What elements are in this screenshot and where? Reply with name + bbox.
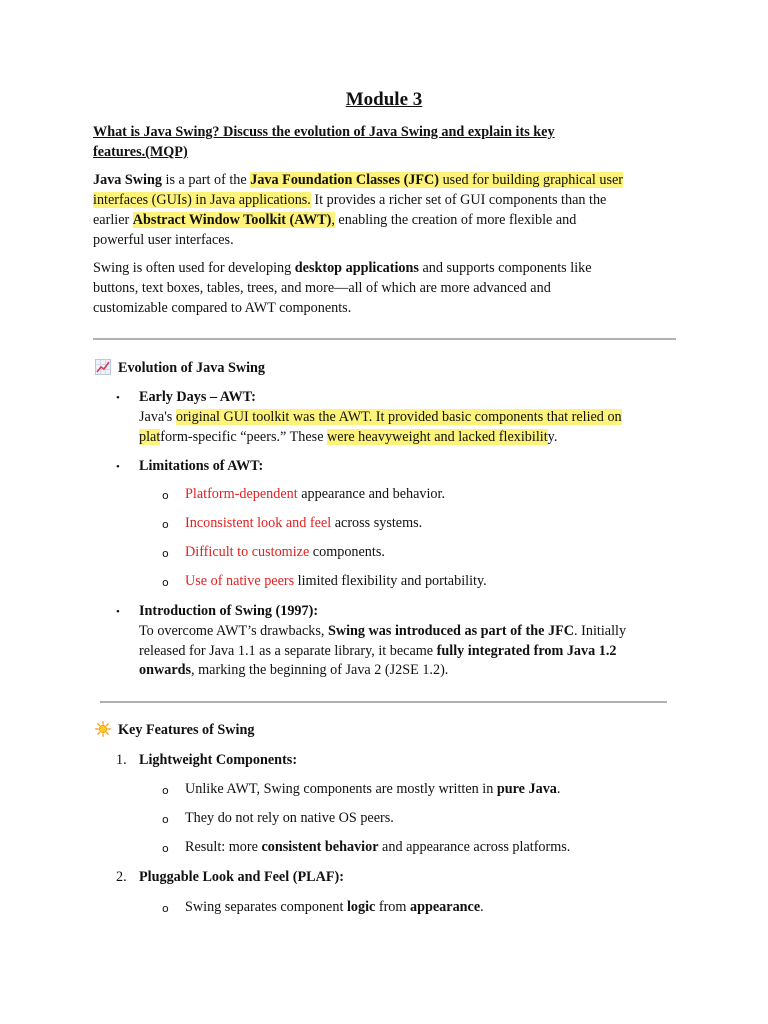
limitation-item: Use of native peers limited flexibility and portability. [185, 573, 487, 589]
intro-p1-line-4: powerful user interfaces. [93, 232, 234, 248]
page-title: Module 3 [345, 89, 423, 110]
sub-bullet: o [162, 518, 169, 531]
feature-1-item: They do not rely on native OS peers. [185, 810, 394, 826]
intro-swing-line-2: released for Java 1.1 as a separate library, it became fully integrated from Java 1.2 [139, 643, 617, 659]
limitation-item: Difficult to customize components. [185, 544, 385, 560]
divider [93, 338, 676, 340]
early-days-title: Early Days – AWT: [139, 389, 256, 405]
sub-bullet: o [162, 576, 169, 589]
feature-number: 1. [116, 752, 127, 768]
intro-swing-line-1: To overcome AWT’s drawbacks, Swing was introduced as part of the JFC. Initially [139, 623, 627, 639]
early-days-line-2: platform-specific “peers.” These were heavyweight and lacked flexibility. [139, 429, 558, 445]
question-line-2: features.(MQP) [93, 144, 188, 160]
features-heading: Key Features of Swing [118, 722, 255, 738]
intro-p1-line-3: earlier Abstract Window Toolkit (AWT), enabling the creation of more flexible and [93, 212, 577, 228]
feature-1-item: Result: more consistent behavior and appearance across platforms. [185, 839, 571, 855]
feature-1-title: Lightweight Components: [139, 752, 298, 768]
bullet: • [116, 392, 120, 404]
sub-bullet: o [162, 902, 169, 915]
question-line-1: What is Java Swing? Discuss the evolution of Java Swing and explain its key [93, 124, 555, 140]
evolution-heading: Evolution of Java Swing [118, 360, 266, 376]
early-days-line-1: Java's original GUI toolkit was the AWT. It provided basic components that relied on [139, 409, 622, 425]
intro-p2-line-3: customizable compared to AWT components. [93, 300, 352, 316]
feature-1-item: Unlike AWT, Swing components are mostly written in pure Java. [185, 781, 561, 797]
sub-bullet: o [162, 813, 169, 826]
intro-p1-line-1: Java Swing is a part of the Java Foundation Classes (JFC) used for building graphical user [93, 172, 624, 188]
sub-bullet: o [162, 547, 169, 560]
limitation-item: Inconsistent look and feel across systems. [185, 515, 423, 531]
chart-icon [95, 359, 111, 375]
intro-swing-line-3: onwards, marking the beginning of Java 2 (J2SE 1.2). [139, 662, 449, 678]
sub-bullet: o [162, 489, 169, 502]
limitations-title: Limitations of AWT: [139, 458, 264, 474]
intro-p2-line-2: buttons, text boxes, tables, trees, and more—all of which are more advanced and [93, 280, 551, 296]
feature-2-item: Swing separates component logic from appearance. [185, 899, 484, 915]
intro-p1-line-2: interfaces (GUIs) in Java applications. It provides a richer set of GUI components than the [93, 192, 607, 208]
intro-p2-line-1: Swing is often used for developing desktop applications and supports components like [93, 260, 592, 276]
sun-icon [95, 721, 111, 737]
feature-number: 2. [116, 869, 127, 885]
limitation-item: Platform-dependent appearance and behavior. [185, 486, 445, 502]
feature-2-title: Pluggable Look and Feel (PLAF): [139, 869, 344, 885]
intro-swing-title: Introduction of Swing (1997): [139, 603, 319, 619]
sub-bullet: o [162, 784, 169, 797]
bullet: • [116, 461, 120, 473]
bullet: • [116, 606, 120, 618]
sub-bullet: o [162, 842, 169, 855]
divider [100, 701, 667, 703]
